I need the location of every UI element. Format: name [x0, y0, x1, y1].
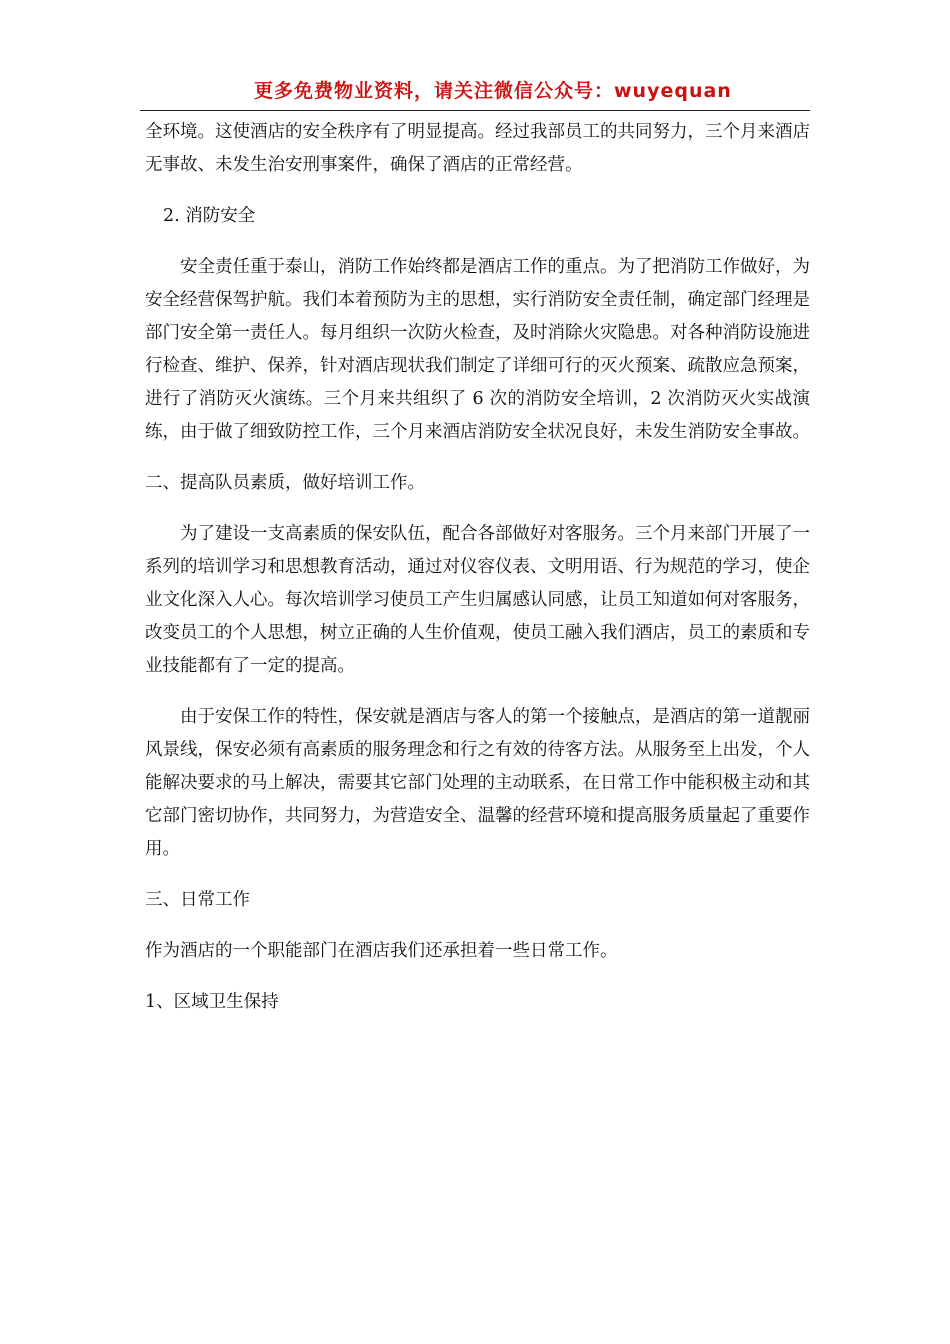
header-banner: [140, 68, 810, 102]
header-divider: [140, 110, 810, 111]
header-banner-text: 更多免费物业资料，请关注微信公众号：wuyequan: [254, 80, 732, 102]
paragraph-service: 由于安保工作的特性，保安就是酒店与客人的第一个接触点，是酒店的第一道靓丽风景线，保安必须有高素质的服务理念和行之有效的待客方法。从服务至上出发，个人能解决要求的马上解决，需要其它部门处理的主动联系，在日常工作中能积极主动和其它部门密切协作，共同努力，为营造安全、温馨的经营环境和提高服务质量起了重要作用。: [145, 707, 810, 859]
paragraph-training: 为了建设一支高素质的保安队伍，配合各部做好对客服务。三个月来部门开展了一系列的培训学习和思想教育活动，通过对仪容仪表、文明用语、行为规范的学习，使企业文化深入人心。每次培训学习使员工产生归属感认同感，让员工知道如何对客服务，改变员工的个人思想，树立正确的人生价值观，使员工融入我们酒店，员工的素质和专业技能都有了一定的提高。: [145, 524, 810, 676]
paragraph-fire-safety: 安全责任重于泰山，消防工作始终都是酒店工作的重点。为了把消防工作做好，为安全经营保驾护航。我们本着预防为主的思想，实行消防安全责任制，确定部门经理是部门安全第一责任人。每月组织一次防火检查，及时消除火灾隐患。对各种消防设施进行检查、维护、保养，针对酒店现状我们制定了详细可行的灭火预案、疏散应急预案，进行了消防灭火演练。三个月来共组织了 6 次的消防安全培训，2 次消防灭火实战演练，由于做了细致防控工作，三个月来酒店消防安全状况良好，未发生消防安全事故。: [145, 257, 810, 442]
paragraph-continued: 全环境。这使酒店的安全秩序有了明显提高。经过我部员工的共同努力，三个月来酒店无事故、未发生治安刑事案件，确保了酒店的正常经营。: [145, 122, 810, 175]
document-body: [145, 116, 810, 1019]
item-heading-area-hygiene: 1、区域卫生保持: [145, 992, 279, 1012]
paragraph-daily-work: 作为酒店的一个职能部门在酒店我们还承担着一些日常工作。: [145, 941, 618, 961]
section-heading-daily-work: 三、日常工作: [145, 890, 250, 910]
section-heading-training: 二、提高队员素质，做好培训工作。: [145, 473, 425, 493]
item-heading-fire-safety: 2. 消防安全: [163, 206, 256, 226]
